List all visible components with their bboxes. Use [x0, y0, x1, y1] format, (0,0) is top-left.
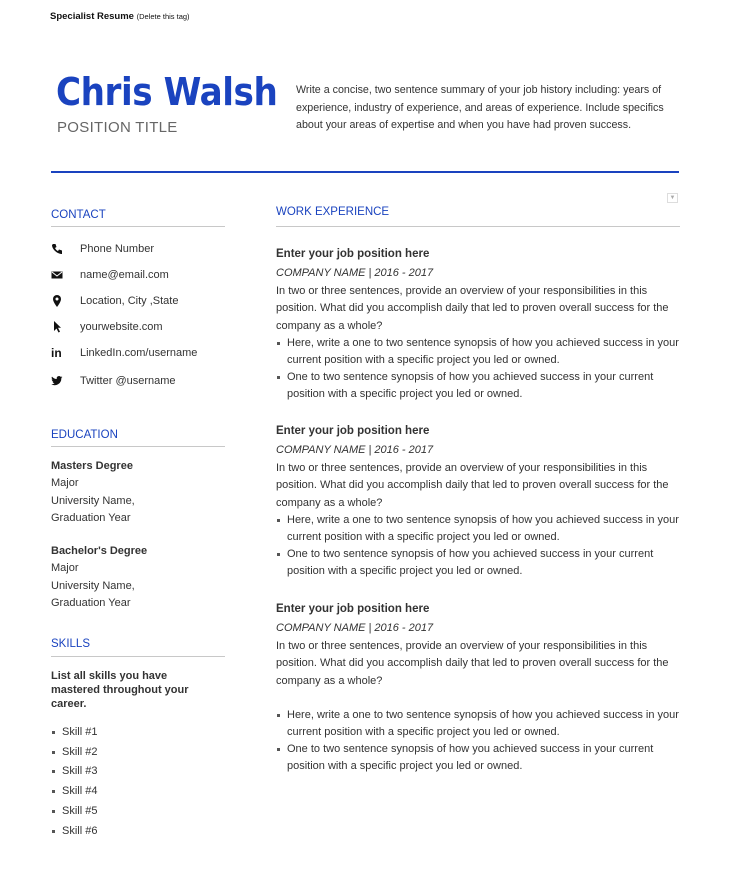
job-overview: In two or three sentences, provide an overview of your responsibilities in this position. What did you accomplish daily that led to proven overall success for the company as a whole?	[276, 285, 669, 332]
job-overview: In two or three sentences, provide an overview of your responsibilities in this position. What did you accomplish daily that led to proven overall success for the company as a whole?	[276, 462, 669, 509]
contact-heading: CONTACT	[51, 209, 106, 221]
tag-note: (Delete this tag)	[136, 12, 190, 21]
contact-text: LinkedIn.com/username	[80, 347, 198, 359]
skill-item: Skill #2	[51, 743, 225, 763]
linkedin-icon: in	[51, 346, 62, 360]
job-bullet: One to two sentence synopsis of how you achieved success in your current position with a specific project you led or owned.	[276, 741, 680, 775]
contact-email	[51, 262, 225, 288]
school: University Name,	[51, 494, 135, 507]
divider	[51, 446, 225, 447]
job-bullets	[276, 335, 680, 403]
graduation-year: Graduation Year	[51, 597, 131, 610]
contact-linkedin	[51, 340, 225, 366]
degree: Bachelor's Degree	[51, 545, 148, 558]
job-company: COMPANY NAME | 2016 - 2017	[276, 267, 434, 279]
skills-heading: SKILLS	[51, 638, 90, 650]
education-section	[51, 429, 225, 612]
contact-section	[51, 209, 225, 394]
summary: Write a concise, two sentence summary of your job history including: years of experience, industry of experience, and areas of experience. Include specifics about your areas of expertise and when you have had proven success.	[296, 84, 664, 131]
major: Major	[51, 477, 79, 490]
job-title: Enter your job position here	[276, 248, 430, 260]
header-divider	[51, 171, 679, 173]
job-entry	[276, 245, 680, 403]
cursor-icon	[51, 321, 80, 333]
job-bullet: One to two sentence synopsis of how you achieved success in your current position with a specific project you led or owned.	[276, 369, 680, 403]
divider	[276, 226, 680, 227]
contact-website	[51, 314, 225, 340]
twitter-icon	[51, 375, 80, 387]
skills-section	[51, 638, 225, 841]
education-entry	[51, 458, 225, 527]
skill-item: Skill #6	[51, 822, 225, 842]
school: University Name,	[51, 579, 135, 592]
major: Major	[51, 562, 79, 575]
tag-title: Specialist Resume	[50, 11, 134, 22]
job-bullets	[276, 512, 680, 580]
contact-text: yourwebsite.com	[80, 321, 163, 333]
dropdown-toggle-icon[interactable]: ▼	[667, 193, 678, 203]
template-tag	[50, 11, 190, 22]
skills-intro: List all skills you have mastered throughout your career.	[51, 670, 189, 710]
skills-list	[51, 723, 225, 841]
job-entry	[276, 422, 680, 580]
job-bullet: Here, write a one to two sentence synopsis of how you achieved success in your current position with a specific project you led or owned.	[276, 335, 680, 369]
contact-phone	[51, 236, 225, 262]
contact-twitter	[51, 368, 225, 394]
position-title: POSITION TITLE	[57, 119, 178, 136]
graduation-year: Graduation Year	[51, 511, 131, 524]
education-heading: EDUCATION	[51, 429, 118, 441]
divider	[51, 656, 225, 657]
contact-text: name@email.com	[80, 269, 169, 281]
job-bullet: One to two sentence synopsis of how you achieved success in your current position with a specific project you led or owned.	[276, 546, 680, 580]
contact-text: Location, City ,State	[80, 295, 179, 307]
job-title: Enter your job position here	[276, 425, 430, 437]
email-icon	[51, 269, 80, 281]
work-heading: WORK EXPERIENCE	[276, 206, 390, 218]
contact-text: Phone Number	[80, 243, 154, 255]
skill-item: Skill #4	[51, 782, 225, 802]
phone-icon	[51, 243, 80, 255]
skill-item: Skill #3	[51, 762, 225, 782]
degree: Masters Degree	[51, 460, 133, 472]
job-title: Enter your job position here	[276, 603, 430, 615]
contact-location	[51, 288, 225, 314]
education-entry	[51, 543, 225, 612]
skill-item: Skill #5	[51, 802, 225, 822]
skill-item: Skill #1	[51, 723, 225, 743]
job-overview: In two or three sentences, provide an overview of your responsibilities in this position. What did you accomplish daily that led to proven overall success for the company as a whole?	[276, 640, 669, 687]
contact-text: Twitter @username	[80, 375, 176, 387]
job-company: COMPANY NAME | 2016 - 2017	[276, 444, 434, 456]
work-section	[276, 206, 680, 227]
job-entry	[276, 600, 680, 775]
job-company: COMPANY NAME | 2016 - 2017	[276, 622, 434, 634]
job-bullets	[276, 707, 680, 775]
location-pin-icon	[51, 295, 80, 307]
job-bullet: Here, write a one to two sentence synopsis of how you achieved success in your current position with a specific project you led or owned.	[276, 512, 680, 546]
job-bullet: Here, write a one to two sentence synopsis of how you achieved success in your current position with a specific project you led or owned.	[276, 707, 680, 741]
candidate-name: Chris Walsh	[56, 70, 278, 114]
divider	[51, 226, 225, 227]
